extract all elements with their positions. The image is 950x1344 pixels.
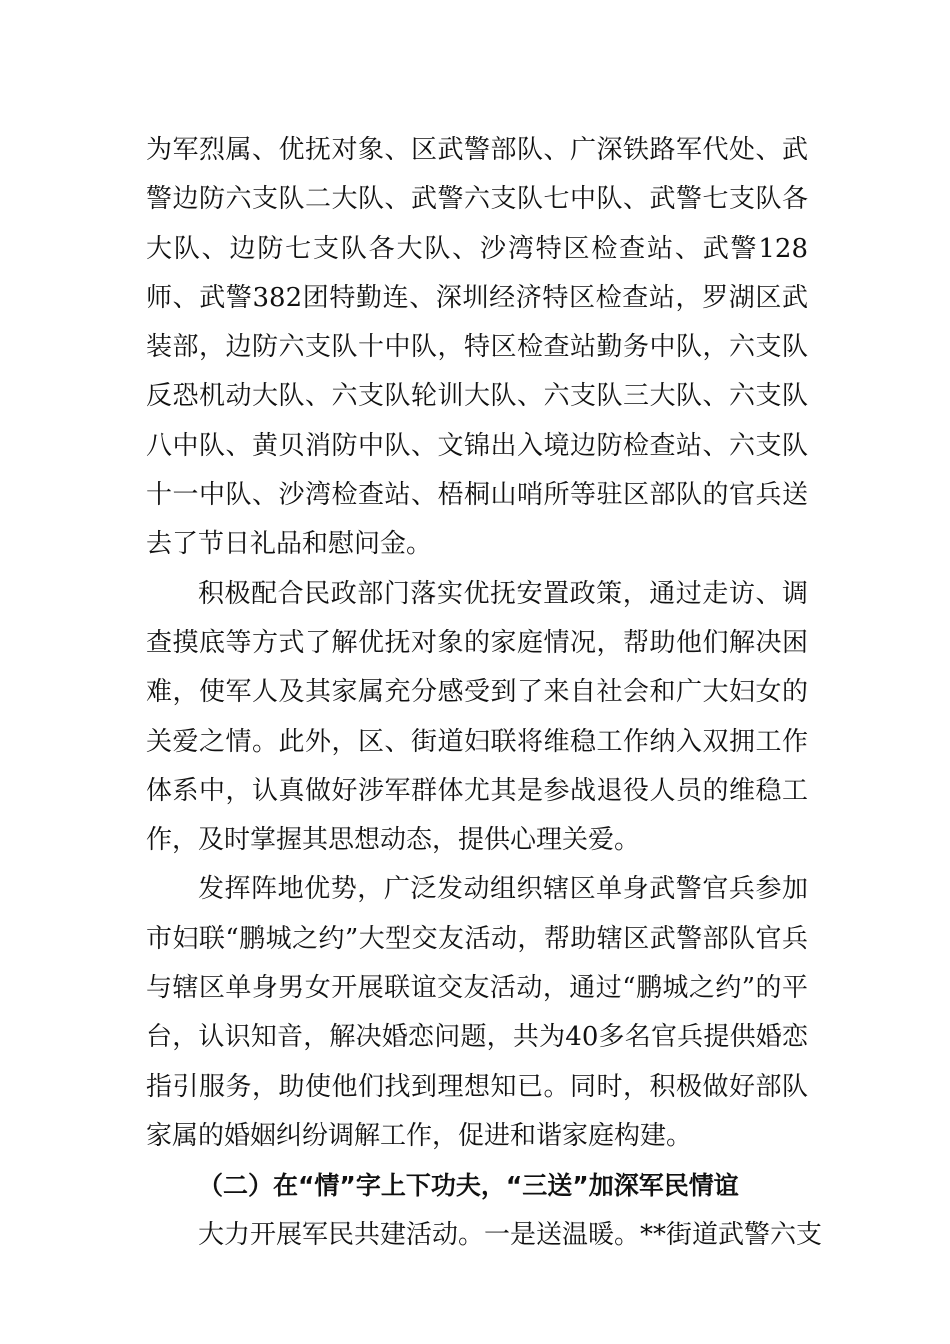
- paragraph-4: 大力开展军民共建活动。一是送温暖。**街道武警六支: [198, 1219, 823, 1250]
- paragraph-3: 发挥阵地优势，广泛发动组织辖区单身武警官兵参加市妇联“鹏城之约”大型交友活动，帮助辖区武警部队官兵与辖区单身男女开展联谊交友活动，通过“鹏城之约”的平台，认识知音，解决婚恋问题，共为40多名官兵提供婚恋指引服务，助使他们找到理想知已。同时，积极做好部队家属的婚姻纠纷调解工作，促进和谐家庭构建。: [146, 874, 808, 1151]
- paragraph-1: 为军烈属、优抚对象、区武警部队、广深铁路军代处、武警边防六支队二大队、武警六支队七中队、武警七支队各大队、边防七支队各大队、沙湾特区检查站、武警128师、武警382团特勤连、深圳经济特区检查站，罗湖区武装部，边防六支队十中队，特区检查站勤务中队，六支队反恐机动大队、六支队轮训大队、六支队三大队、六支队八中队、黄贝消防中队、文锦出入境边防检查站、六支队十一中队、沙湾检查站、梧桐山哨所等驻区部队的官兵送去了节日礼品和慰问金。: [146, 135, 808, 560]
- paragraph-2: 积极配合民政部门落实优抚安置政策，通过走访、调查摸底等方式了解优抚对象的家庭情况，帮助他们解决困难，使军人及其家属充分感受到了来自社会和广大妇女的关爱之情。此外，区、街道妇联将维稳工作纳入双拥工作体系中，认真做好涉军群体尤其是参战退役人员的维稳工作，及时掌握其思想动态，提供心理关爱。: [146, 578, 808, 856]
- section-heading: （二）在“情”字上下功夫，“三送”加深军民情谊: [198, 1171, 739, 1201]
- document-body: [146, 126, 823, 1260]
